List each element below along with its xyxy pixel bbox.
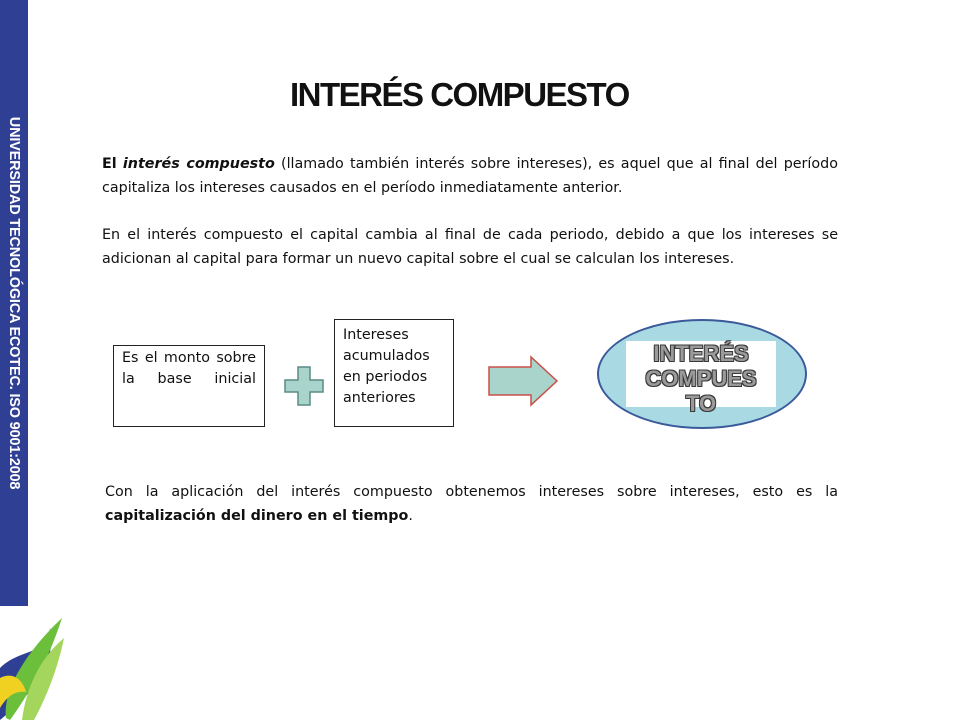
paragraph1-term: interés compuesto [122, 156, 275, 172]
result-label-line-3: TO [685, 391, 717, 416]
paragraph3-text: Con la aplicación del interés compuesto obtenemos intereses sobre intereses, esto es la [105, 484, 838, 500]
result-label-line-1: INTERÉS [653, 341, 749, 366]
paragraph-conclusion [105, 480, 838, 528]
accumulated-interest-box: Intereses acumulados en periodos anteriores [334, 319, 454, 427]
sidebar-band [0, 0, 28, 606]
paragraph-explanation: En el interés compuesto el capital cambia al final de cada periodo, debido a que los intereses se adicionan al capital para formar un nuevo capital sobre el cual se calculan los intereses. [102, 227, 838, 267]
university-logo [0, 608, 66, 720]
paragraph1-rest: (llamado también interés sobre intereses), es aquel que al final del período capitaliza los intereses causados en el período inmediatamente anterior. [102, 156, 838, 196]
plus-icon [284, 366, 324, 406]
page-title: INTERÉS COMPUESTO [290, 76, 629, 113]
sidebar-university-text: UNIVERSIDAD TECNOLÓGICA ECOTEC. ISO 9001:2008 [6, 116, 22, 490]
arrow-right-icon [487, 355, 559, 407]
paragraph1-lead: El [102, 156, 117, 172]
initial-capital-box [113, 345, 265, 427]
paragraph3-bold: capitalización del dinero en el tiempo [105, 508, 409, 524]
result-label-line-2: COMPUES [645, 366, 757, 391]
box1-text: Es el monto sobre la base inicial [122, 350, 256, 387]
paragraph-definition [102, 152, 838, 200]
result-label [626, 341, 776, 416]
paragraph3-end: . [408, 508, 413, 524]
